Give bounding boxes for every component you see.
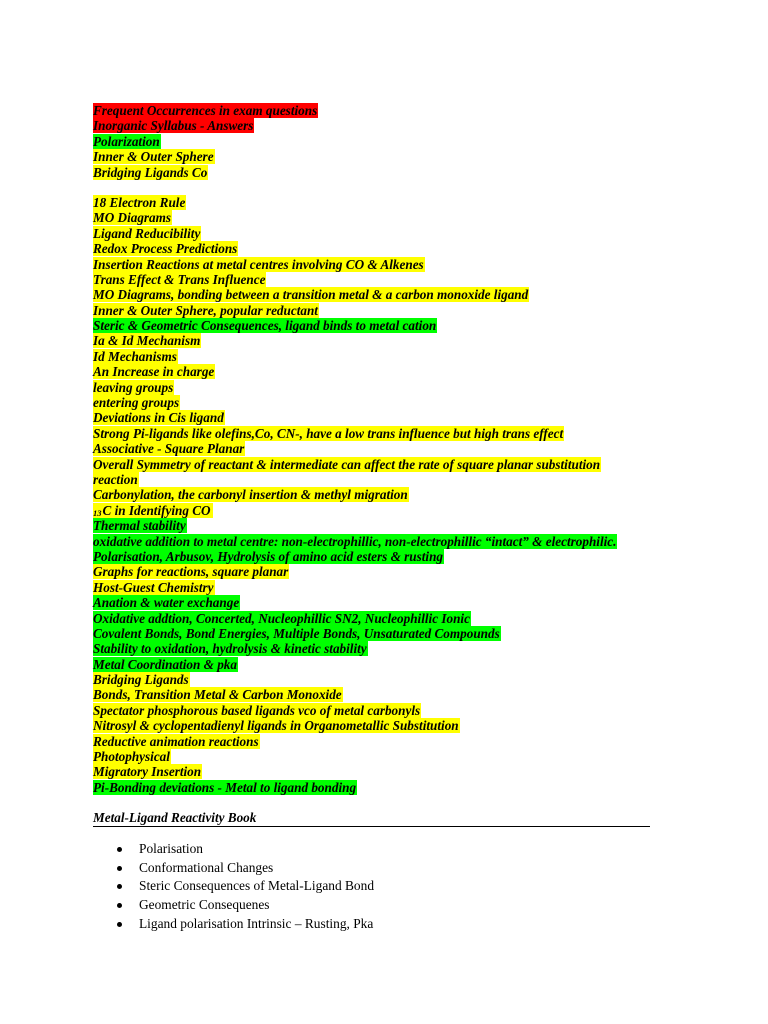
topic-line (93, 503, 617, 518)
topic-text: MO Diagrams (93, 210, 172, 226)
topic-text: Spectator phosphorous based ligands vco of metal carbonyls (93, 702, 421, 718)
topic-line (93, 749, 617, 764)
topic-text: Carbonylation, the carbonyl insertion & methyl migration (93, 487, 408, 503)
topic-line (93, 672, 617, 687)
topic-line (93, 780, 617, 795)
topic-text: oxidative addition to metal centre: non-electrophillic, non-electrophillic “intact” & electrophilic. (93, 533, 617, 549)
topic-line (93, 641, 617, 656)
book-item-text: Geometric Consequenes (139, 897, 270, 913)
topic-line (93, 210, 617, 225)
topic-line (93, 241, 617, 256)
topic-text: entering groups (93, 395, 180, 411)
topic-text: Thermal stability (93, 518, 186, 534)
topic-text: Pi-Bonding deviations - Metal to ligand bonding (93, 779, 357, 795)
topic-text: Inner & Outer Sphere, popular reductant (93, 302, 318, 318)
exam-topics-list (93, 103, 617, 795)
topic-text: Strong Pi-ligands like olefins,Co, CN-, have a low trans influence but high trans effect (93, 425, 564, 441)
topic-text: Polarisation, Arbusov, Hydrolysis of amino acid esters & rusting (93, 548, 443, 564)
topic-text: Reductive animation reactions (93, 733, 259, 749)
topic-text: Covalent Bonds, Bond Energies, Multiple Bonds, Unsaturated Compounds (93, 625, 500, 641)
book-item-text: Polarisation (139, 841, 203, 856)
topic-text: Nitrosyl & cyclopentadienyl ligands in Organometallic Substitution (93, 718, 459, 734)
topic-text (93, 503, 213, 518)
topic-line (93, 226, 617, 241)
topic-line (93, 611, 617, 626)
topic-line (93, 472, 617, 487)
topic-text: Ligand Reducibility (93, 225, 201, 241)
topic-text: Metal Coordination & pka (93, 656, 237, 672)
topic-text: Associative - Square Planar (93, 441, 245, 457)
topic-line (93, 103, 617, 118)
book-list-item (93, 840, 374, 859)
bullet-icon (117, 903, 122, 908)
isotope-prefix: 13 (93, 507, 102, 518)
bullet-icon (117, 884, 122, 889)
topic-text: Trans Effect & Trans Influence (93, 271, 266, 287)
topic-text: Ia & Id Mechanism (93, 333, 201, 349)
topic-line (93, 272, 617, 287)
topic-line (93, 718, 617, 733)
topic-line (93, 626, 617, 641)
bullet-icon (117, 847, 122, 852)
topic-text: Frequent Occurrences in exam questions (93, 103, 318, 118)
bullet-icon (117, 866, 122, 871)
topic-line (93, 534, 617, 549)
book-topics-list (93, 840, 374, 933)
topic-text: Insertion Reactions at metal centres involving CO & Alkenes (93, 256, 424, 272)
topic-text: Redox Process Predictions (93, 241, 238, 257)
book-item-text: Conformational Changes (139, 859, 274, 875)
topic-text: Anation & water exchange (93, 595, 240, 611)
topic-line (93, 441, 617, 456)
blank-line (93, 180, 617, 195)
topic-text: 18 Electron Rule (93, 194, 186, 210)
topic-text: Stability to oxidation, hydrolysis & kinetic stability (93, 641, 367, 657)
topic-line (93, 487, 617, 502)
topic-text: Photophysical (93, 749, 170, 765)
topic-line (93, 380, 617, 395)
topic-line (93, 318, 617, 333)
topic-line (93, 657, 617, 672)
book-heading: Metal-Ligand Reactivity Book (93, 810, 650, 827)
book-item-text: Ligand polarisation Intrinsic – Rusting, Pka (139, 915, 374, 931)
book-list-item (93, 915, 374, 934)
topic-text: Inner & Outer Sphere (93, 149, 214, 165)
topic-line (93, 734, 617, 749)
topic-text: Overall Symmetry of reactant & intermediate can affect the rate of square planar substitution (93, 456, 601, 472)
book-list-item (93, 877, 374, 896)
topic-text: leaving groups (93, 379, 174, 395)
topic-text: Bonds, Transition Metal & Carbon Monoxide (93, 687, 342, 703)
topic-line (93, 518, 617, 533)
book-item-text: Steric Consequences of Metal-Ligand Bond (139, 878, 375, 894)
topic-text: An Increase in charge (93, 364, 215, 380)
topic-line (93, 333, 617, 348)
topic-line (93, 395, 617, 410)
topic-line (93, 165, 617, 180)
topic-text: Inorganic Syllabus - Answers (93, 118, 254, 134)
topic-line (93, 426, 617, 441)
topic-line (93, 764, 617, 779)
topic-text: Migratory Insertion (93, 764, 202, 780)
topic-line (93, 134, 617, 149)
topic-text: Id Mechanisms (93, 348, 177, 364)
topic-text-main: C in Identifying CO (102, 502, 211, 518)
topic-line (93, 364, 617, 379)
topic-text: Graphs for reactions, square planar (93, 564, 289, 580)
topic-line (93, 580, 617, 595)
topic-line (93, 149, 617, 164)
topic-line (93, 410, 617, 425)
topic-line (93, 118, 617, 133)
topic-text: Steric & Geometric Consequences, ligand binds to metal cation (93, 318, 437, 334)
bullet-icon (117, 922, 122, 927)
topic-line (93, 687, 617, 702)
topic-text: Deviations in Cis ligand (93, 410, 224, 426)
topic-line (93, 549, 617, 564)
topic-line (93, 257, 617, 272)
topic-text: Host-Guest Chemistry (93, 579, 214, 595)
topic-text: Bridging Ligands Co (93, 164, 208, 180)
topic-line (93, 287, 617, 302)
topic-line (93, 303, 617, 318)
book-list-item (93, 896, 374, 915)
topic-text: reaction (93, 471, 138, 487)
topic-text: Oxidative addtion, Concerted, Nucleophillic SN2, Nucleophillic Ionic (93, 610, 470, 626)
topic-text: Bridging Ligands (93, 672, 189, 688)
topic-text: MO Diagrams, bonding between a transition metal & a carbon monoxide ligand (93, 287, 529, 303)
topic-line (93, 457, 617, 472)
topic-line (93, 349, 617, 364)
topic-text: Polarization (93, 133, 160, 149)
topic-line (93, 564, 617, 579)
topic-line (93, 703, 617, 718)
topic-line (93, 195, 617, 210)
topic-line (93, 595, 617, 610)
book-list-item (93, 859, 374, 878)
